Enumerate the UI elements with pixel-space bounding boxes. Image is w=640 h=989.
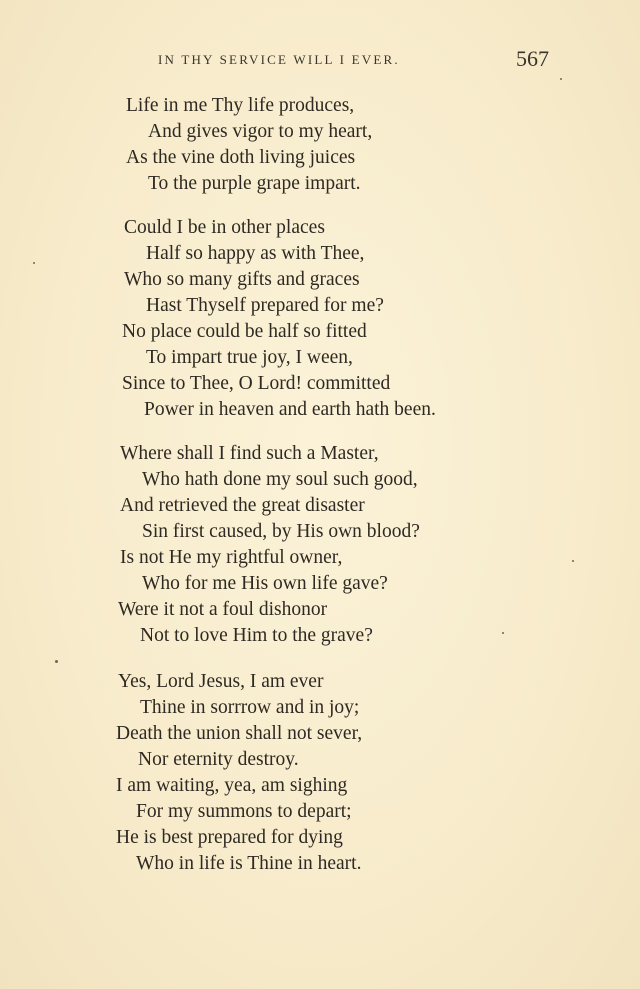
verse-line: I am waiting, yea, am sighing	[116, 775, 348, 796]
paper-speck	[55, 660, 58, 663]
verse-line: Since to Thee, O Lord! committed	[122, 373, 391, 394]
verse-line: Hast Thyself prepared for me?	[146, 295, 384, 316]
paper-speck	[33, 262, 35, 264]
verse-line: And gives vigor to my heart,	[148, 121, 373, 142]
verse-line: No place could be half so fitted	[122, 321, 367, 342]
verse-line: Were it not a foul dishonor	[118, 599, 328, 620]
verse-line: Thine in sorrrow and in joy;	[140, 697, 360, 718]
verse-line: Could I be in other places	[124, 217, 325, 238]
verse-line: As the vine doth living juices	[126, 147, 356, 168]
verse-line: He is best prepared for dying	[116, 827, 343, 848]
verse-line: Who hath done my soul such good,	[142, 469, 418, 490]
verse-line: Who for me His own life gave?	[142, 573, 388, 594]
verse-line: Power in heaven and earth hath been.	[144, 399, 436, 420]
verse-line: Where shall I find such a Master,	[120, 443, 379, 464]
verse-line: To impart true joy, I ween,	[146, 347, 353, 368]
verse-line: Death the union shall not sever,	[116, 723, 363, 744]
paper-speck	[572, 560, 574, 562]
page-number: 567	[516, 46, 549, 71]
paper-speck	[560, 78, 562, 80]
verse-line: Half so happy as with Thee,	[146, 243, 365, 264]
running-title: IN THY SERVICE WILL I EVER.	[158, 52, 400, 67]
verse-line: Yes, Lord Jesus, I am ever	[118, 671, 324, 692]
verse-line: Life in me Thy life produces,	[126, 95, 355, 116]
verse-line: To the purple grape impart.	[148, 173, 361, 194]
verse-line: Who so many gifts and graces	[124, 269, 360, 290]
verse-line: For my summons to depart;	[136, 801, 352, 822]
verse-line: Who in life is Thine in heart.	[136, 853, 362, 874]
verse-line: Sin first caused, by His own blood?	[142, 521, 420, 542]
verse-line: Is not He my rightful owner,	[120, 547, 343, 568]
paper-speck	[502, 632, 504, 634]
verse-line: Nor eternity destroy.	[138, 749, 299, 770]
verse-line: And retrieved the great disaster	[120, 495, 365, 516]
verse-line: Not to love Him to the grave?	[140, 625, 373, 646]
